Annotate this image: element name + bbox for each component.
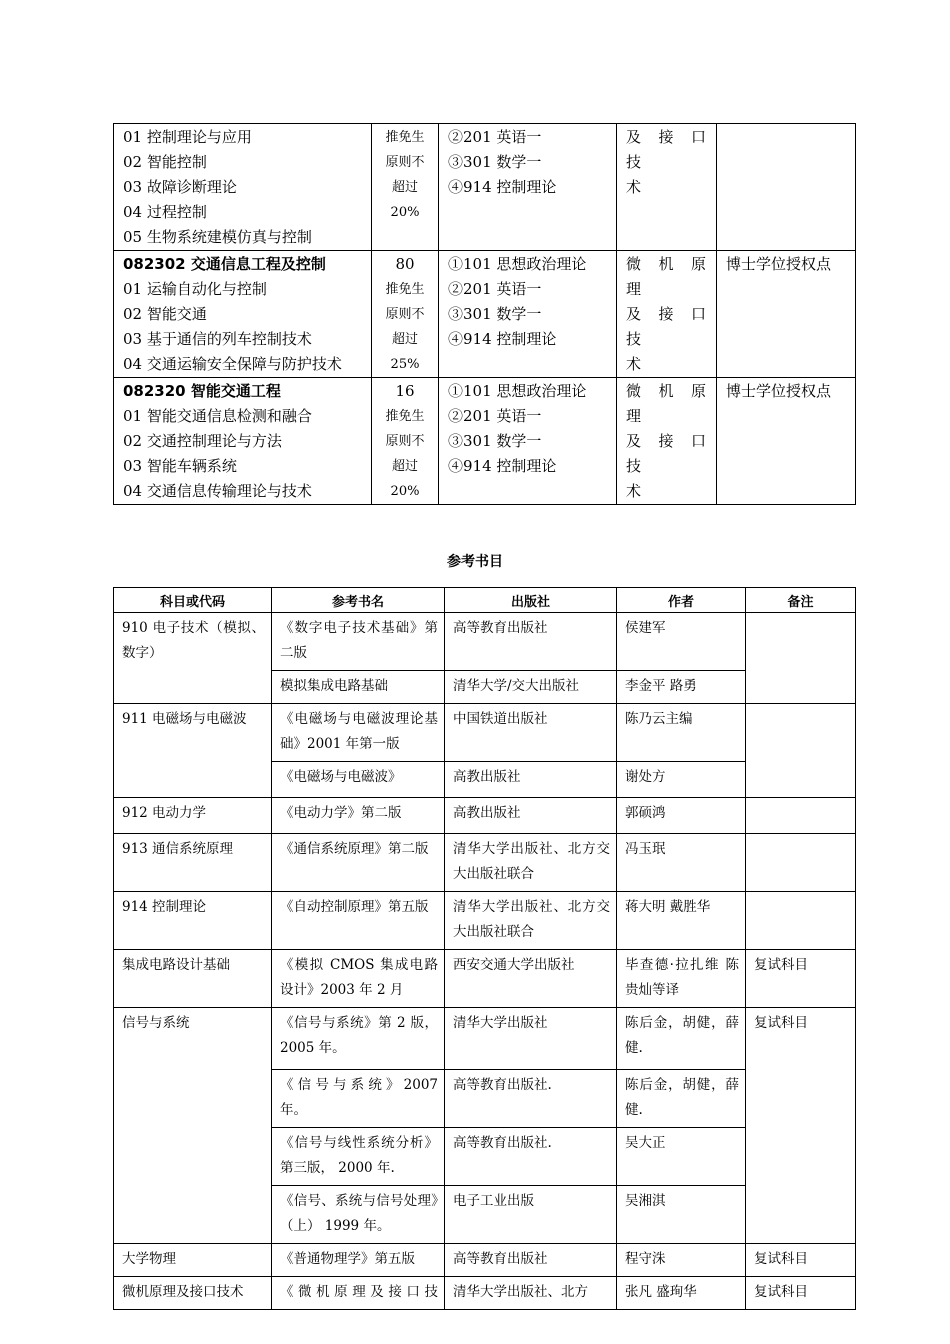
book-row xyxy=(114,892,856,950)
retest-line: 术 xyxy=(626,355,644,373)
retest-subject xyxy=(617,251,717,378)
book-author: 冯玉珉 xyxy=(617,834,746,892)
book-row xyxy=(114,704,856,762)
book-publisher: 清华大学出版社、北方交大出版社联合 xyxy=(445,834,617,892)
remark-cell: 复试科目 xyxy=(746,1244,856,1277)
book-publisher: 高教出版社 xyxy=(445,798,617,834)
book-title: 《电磁场与电磁波理论基础》2001 年第一版 xyxy=(272,704,445,762)
book-title: 《普通物理学》第五版 xyxy=(272,1244,445,1277)
reference-books-table xyxy=(113,587,856,1310)
remark-cell xyxy=(717,124,856,251)
book-author: 吴湘淇 xyxy=(617,1186,746,1244)
books-header-row xyxy=(114,588,856,613)
direction-line: 04 过程控制 xyxy=(123,203,207,221)
direction-line: 04 交通信息传输理论与技术 xyxy=(123,482,312,500)
remark-cell: 复试科目 xyxy=(746,1008,856,1244)
quota-note: 推免生 xyxy=(385,409,425,424)
quota-cell xyxy=(372,124,439,251)
book-row xyxy=(114,1244,856,1277)
subject-cell: 912 电动力学 xyxy=(114,798,272,834)
quota-cell xyxy=(372,251,439,378)
direction-line: 05 生物系统建模仿真与控制 xyxy=(123,228,312,246)
book-author: 郭硕鸿 xyxy=(617,798,746,834)
direction-line: 01 控制理论与应用 xyxy=(123,128,252,146)
direction-line: 02 智能控制 xyxy=(123,153,207,171)
exam-subjects xyxy=(439,251,617,378)
subject-cell: 信号与系统 xyxy=(114,1008,272,1244)
book-row xyxy=(114,1277,856,1310)
remark-cell: 博士学位授权点 xyxy=(717,378,856,505)
book-publisher: 高等教育出版社 xyxy=(445,613,617,671)
book-publisher: 高等教育出版社. xyxy=(445,1128,617,1186)
remark-cell: 复试科目 xyxy=(746,1277,856,1310)
book-title: 《微机原理及接口技 xyxy=(272,1277,445,1310)
exam-line: ②201 英语一 xyxy=(448,280,542,298)
remark-cell: 复试科目 xyxy=(746,950,856,1008)
book-publisher: 清华大学/交大出版社 xyxy=(445,671,617,704)
direction-line: 02 交通控制理论与方法 xyxy=(123,432,282,450)
book-title: 《信号与系统》2007 年。 xyxy=(272,1070,445,1128)
book-publisher: 高教出版社 xyxy=(445,762,617,798)
quota-note: 原则不 xyxy=(385,307,425,322)
exam-subjects xyxy=(439,124,617,251)
retest-line: 术 xyxy=(626,178,644,196)
book-author: 张凡 盛珣华 xyxy=(617,1277,746,1310)
major-row xyxy=(114,378,856,505)
direction-line: 04 交通运输安全保障与防护技术 xyxy=(123,355,342,373)
book-title: 《电动力学》第二版 xyxy=(272,798,445,834)
retest-line: 微 机 原 理 xyxy=(626,382,708,425)
exam-line: ③301 数学一 xyxy=(448,432,542,450)
subject-cell: 大学物理 xyxy=(114,1244,272,1277)
book-publisher: 高等教育出版社. xyxy=(445,1070,617,1128)
direction-line: 01 智能交通信息检测和融合 xyxy=(123,407,312,425)
major-row xyxy=(114,124,856,251)
retest-line: 微 机 原 理 xyxy=(626,255,708,298)
book-row xyxy=(114,950,856,1008)
major-row xyxy=(114,251,856,378)
book-row xyxy=(114,834,856,892)
direction-line: 03 智能车辆系统 xyxy=(123,457,237,475)
book-row xyxy=(114,1008,856,1070)
book-title: 《信号、系统与信号处理》（上） 1999 年。 xyxy=(272,1186,445,1244)
exam-line: ①101 思想政治理论 xyxy=(448,255,587,273)
header-subject: 科目或代码 xyxy=(114,588,272,613)
remark-cell xyxy=(746,798,856,834)
quota-note: 超过 xyxy=(391,180,418,195)
quota-number: 80 xyxy=(395,255,415,273)
exam-line: ④914 控制理论 xyxy=(448,178,557,196)
quota-note: 25% xyxy=(390,357,420,372)
major-directions xyxy=(114,251,372,378)
book-publisher: 清华大学出版社、北方 xyxy=(445,1277,617,1310)
book-author: 蒋大明 戴胜华 xyxy=(617,892,746,950)
reference-books-heading: 参考书目 xyxy=(447,554,503,570)
subject-cell: 微机原理及接口技术 xyxy=(114,1277,272,1310)
book-author: 陈乃云主编 xyxy=(617,704,746,762)
book-publisher: 西安交通大学出版社 xyxy=(445,950,617,1008)
subject-cell: 913 通信系统原理 xyxy=(114,834,272,892)
remark-cell xyxy=(746,613,856,704)
retest-subject xyxy=(617,378,717,505)
major-directions xyxy=(114,378,372,505)
quota-note: 原则不 xyxy=(385,434,425,449)
header-author: 作者 xyxy=(617,588,746,613)
book-author: 吴大正 xyxy=(617,1128,746,1186)
quota-note: 推免生 xyxy=(385,130,425,145)
remark-cell xyxy=(746,834,856,892)
book-publisher: 清华大学出版社、北方交大出版社联合 xyxy=(445,892,617,950)
book-publisher: 电子工业出版 xyxy=(445,1186,617,1244)
direction-line: 02 智能交通 xyxy=(123,305,207,323)
retest-subject xyxy=(617,124,717,251)
book-title: 《通信系统原理》第二版 xyxy=(272,834,445,892)
subject-cell: 910 电子技术（模拟、数字） xyxy=(114,613,272,704)
exam-line: ①101 思想政治理论 xyxy=(448,382,587,400)
exam-subjects xyxy=(439,378,617,505)
book-author: 陈后金，胡健，薛健. xyxy=(617,1008,746,1070)
book-title: 《信号与线性系统分析》第三版， 2000 年. xyxy=(272,1128,445,1186)
book-author: 毕查德·拉扎维 陈贵灿等译 xyxy=(617,950,746,1008)
remark-cell xyxy=(746,892,856,950)
book-author: 侯建军 xyxy=(617,613,746,671)
quota-note: 超过 xyxy=(391,459,418,474)
subject-cell: 集成电路设计基础 xyxy=(114,950,272,1008)
retest-line: 及 接 口 技 xyxy=(626,305,708,348)
subject-cell: 914 控制理论 xyxy=(114,892,272,950)
exam-line: ②201 英语一 xyxy=(448,128,542,146)
quota-note: 原则不 xyxy=(385,155,425,170)
book-row xyxy=(114,798,856,834)
direction-line: 01 运输自动化与控制 xyxy=(123,280,267,298)
book-title: 《自动控制原理》第五版 xyxy=(272,892,445,950)
book-publisher: 中国铁道出版社 xyxy=(445,704,617,762)
retest-line: 及 接 口 技 xyxy=(626,432,708,475)
book-author: 谢处方 xyxy=(617,762,746,798)
header-remark: 备注 xyxy=(746,588,856,613)
quota-number: 16 xyxy=(395,382,415,400)
major-directions xyxy=(114,124,372,251)
header-publisher: 出版社 xyxy=(445,588,617,613)
book-title: 《电磁场与电磁波》 xyxy=(272,762,445,798)
remark-cell xyxy=(746,704,856,798)
exam-line: ②201 英语一 xyxy=(448,407,542,425)
exam-line: ③301 数学一 xyxy=(448,153,542,171)
book-title: 《信号与系统》第 2 版，2005 年。 xyxy=(272,1008,445,1070)
quota-note: 推免生 xyxy=(385,282,425,297)
book-author: 程守洙 xyxy=(617,1244,746,1277)
quota-cell xyxy=(372,378,439,505)
book-publisher: 高等教育出版社 xyxy=(445,1244,617,1277)
book-publisher: 清华大学出版社 xyxy=(445,1008,617,1070)
book-title: 《数字电子技术基础》第二版 xyxy=(272,613,445,671)
book-title: 《模拟 CMOS 集成电路设计》2003 年 2 月 xyxy=(272,950,445,1008)
book-row xyxy=(114,613,856,671)
direction-line: 03 基于通信的列车控制技术 xyxy=(123,330,312,348)
subject-cell: 911 电磁场与电磁波 xyxy=(114,704,272,798)
quota-note: 超过 xyxy=(391,332,418,347)
retest-line: 及 接 口 技 xyxy=(626,128,708,171)
quota-note: 20% xyxy=(390,205,420,220)
retest-line: 术 xyxy=(626,482,644,500)
exam-line: ④914 控制理论 xyxy=(448,330,557,348)
major-title: 082320 智能交通工程 xyxy=(123,382,281,400)
book-title: 模拟集成电路基础 xyxy=(272,671,445,704)
exam-line: ④914 控制理论 xyxy=(448,457,557,475)
header-title: 参考书名 xyxy=(272,588,445,613)
majors-table xyxy=(113,123,856,505)
book-author: 陈后金，胡健，薛健. xyxy=(617,1070,746,1128)
book-author: 李金平 路勇 xyxy=(617,671,746,704)
direction-line: 03 故障诊断理论 xyxy=(123,178,237,196)
exam-line: ③301 数学一 xyxy=(448,305,542,323)
major-title: 082302 交通信息工程及控制 xyxy=(123,255,326,273)
remark-cell: 博士学位授权点 xyxy=(717,251,856,378)
quota-note: 20% xyxy=(390,484,420,499)
